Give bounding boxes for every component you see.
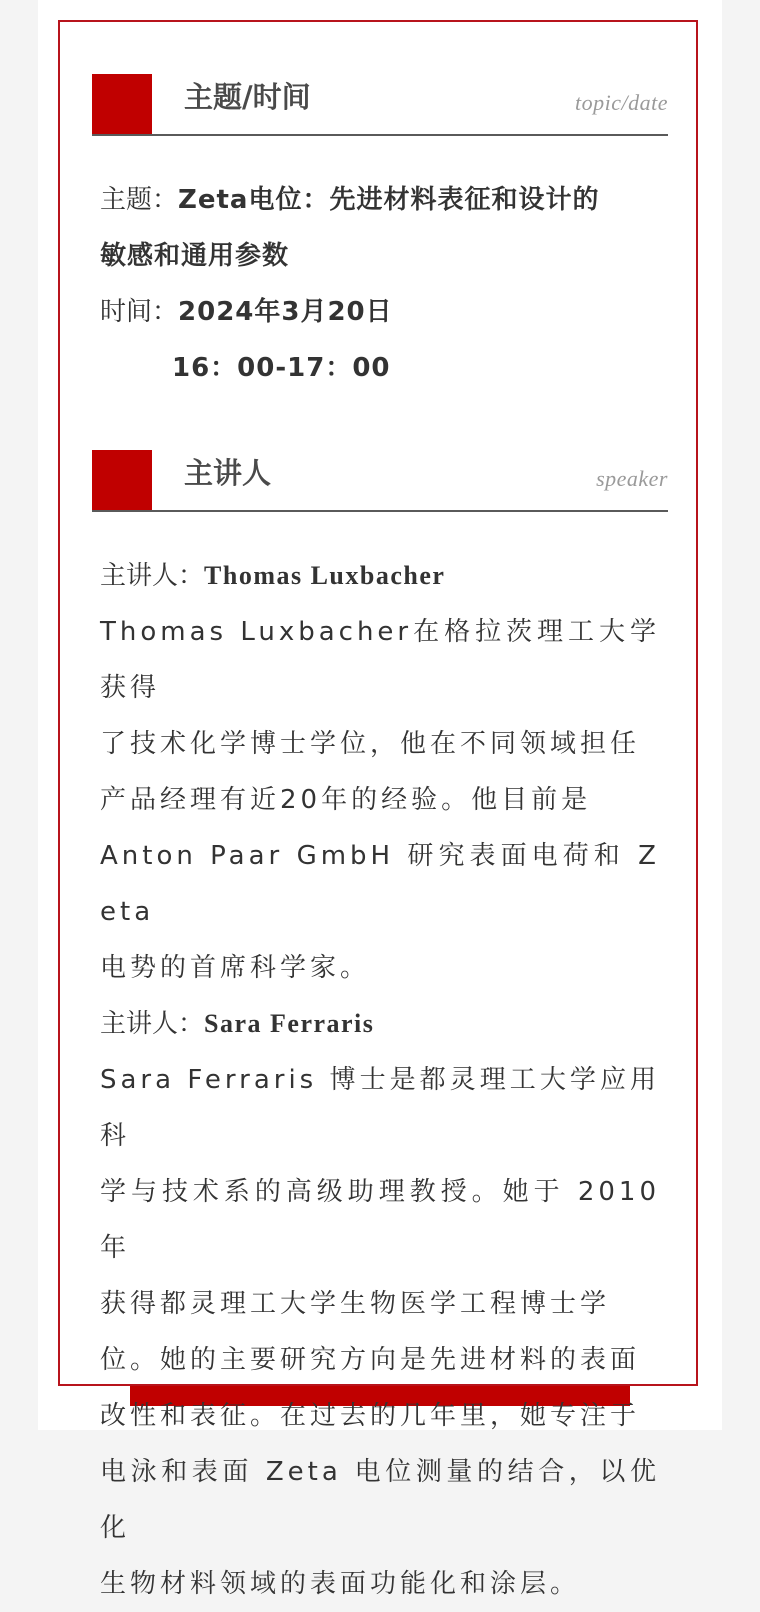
section-marker	[92, 450, 152, 510]
topic-section-header	[92, 74, 668, 136]
speaker-content	[100, 548, 660, 1612]
speaker-label: 主讲人：	[100, 1009, 205, 1039]
topic-value: Zeta电位：先进材料表征和设计的	[178, 185, 600, 215]
topic-section-subtitle: topic/date	[575, 90, 668, 115]
speaker-bio	[100, 1052, 660, 1612]
bio-line: 产品经理有近20年的经验。他目前是	[100, 785, 592, 815]
bio-line: 学与技术系的高级助理教授。她于 2010年	[100, 1177, 660, 1263]
topic-line-2	[100, 228, 660, 284]
section-divider	[92, 510, 668, 512]
speaker-section-title: 主讲人	[184, 456, 272, 490]
bio-line: 了技术化学博士学位，他在不同领域担任	[100, 729, 641, 759]
speaker-heading	[100, 996, 660, 1052]
bio-line: 电泳和表面 Zeta 电位测量的结合，以优化	[100, 1457, 660, 1543]
speaker-bio	[100, 604, 660, 996]
time-range: 16：00-17：00	[172, 353, 391, 383]
speaker-name: Thomas Luxbacher	[204, 561, 446, 590]
section-marker	[92, 74, 152, 134]
speaker-section-header	[92, 450, 668, 512]
time-line	[100, 284, 660, 340]
bio-line: Thomas Luxbacher在格拉茨理工大学获得	[100, 617, 660, 703]
topic-label: 主题：	[100, 185, 179, 215]
topic-section-title: 主题/时间	[184, 80, 311, 114]
time-date: 2024年3月20日	[178, 297, 393, 327]
speaker-section-subtitle: speaker	[596, 466, 668, 491]
page	[38, 0, 722, 1599]
time-range-line	[100, 340, 660, 396]
topic-value-continued: 敏感和通用参数	[100, 241, 290, 271]
topic-content	[100, 172, 660, 396]
bio-line: 生物材料领域的表面功能化和涂层。	[100, 1569, 581, 1599]
bio-line: 获得都灵理工大学生物医学工程博士学	[100, 1289, 611, 1319]
time-label: 时间：	[100, 297, 179, 327]
speaker-heading	[100, 548, 660, 604]
section-divider	[92, 134, 668, 136]
bio-line: Sara Ferraris 博士是都灵理工大学应用科	[100, 1065, 660, 1151]
speaker-name: Sara Ferraris	[204, 1009, 375, 1038]
speaker-label: 主讲人：	[100, 561, 205, 591]
topic-line	[100, 172, 660, 228]
bio-line: 改性和表征。在过去的几年里，她专注于	[100, 1401, 641, 1431]
bio-line: Anton Paar GmbH 研究表面电荷和 Zeta	[100, 841, 660, 927]
bio-line: 位。她的主要研究方向是先进材料的表面	[100, 1345, 641, 1375]
bio-line: 电势的首席科学家。	[100, 953, 371, 983]
